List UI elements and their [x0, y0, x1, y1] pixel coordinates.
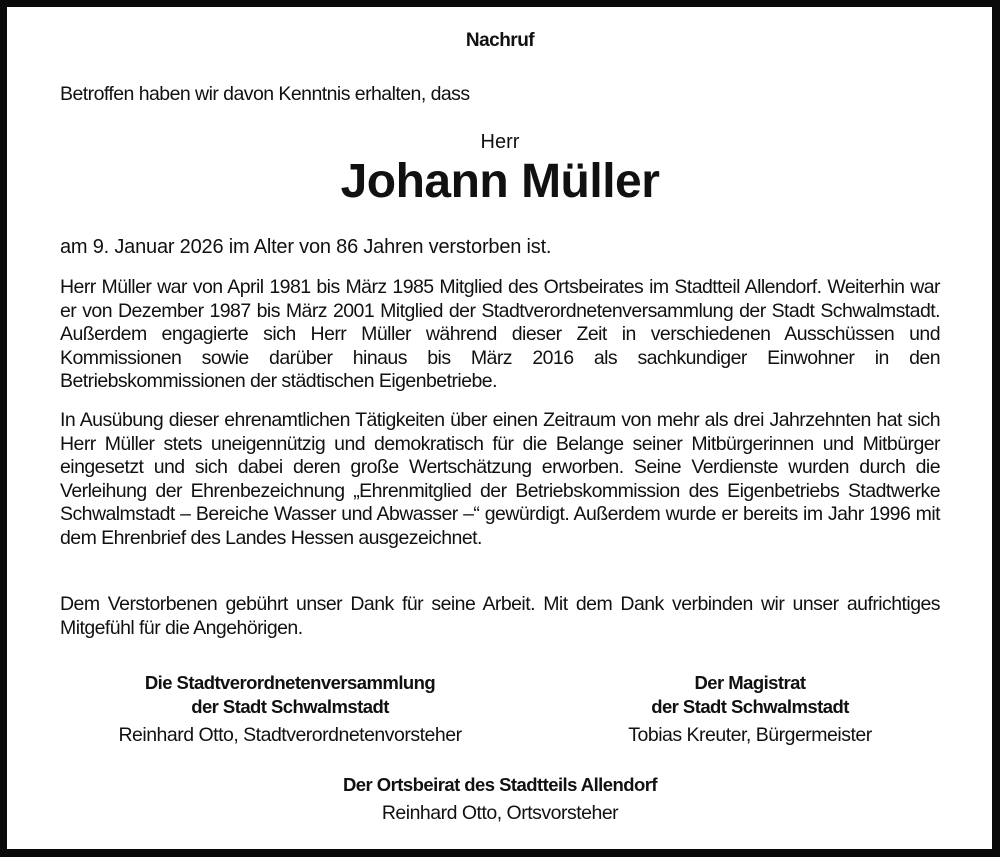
- signature-person: Reinhard Otto, Stadtverordnetenvorsteher: [118, 724, 462, 746]
- obituary-heading: Nachruf: [465, 30, 535, 51]
- signature-magistrate: [530, 671, 970, 747]
- signature-org-line1: Die Stadtverordnetenversammlung: [144, 672, 436, 693]
- signature-org-line1: Der Magistrat: [694, 672, 806, 693]
- signature-org-line2: der Stadt Schwalmstadt: [191, 696, 389, 717]
- salutation: Herr: [480, 131, 520, 153]
- signature-org-line1: Der Ortsbeirat des Stadtteils Allendorf: [342, 774, 658, 795]
- paragraph-career: Herr Müller war von April 1981 bis März 1985 Mitglied des Ortsbeirates im Stadtteil Allendorf. Weiterhin war er von Dezember 1987 bis März 2001 Mitglied der Stadtverordnetenversammlung der Stadt Schwalmstadt. Außerdem engagierte sich Herr Müller während dieser Zeit in verschiedenen Ausschüssen und Kommissionen sowie darüber hinaus bis März 2016 als sachkundiger Einwohner in den Betriebskommissionen der städtischen Eigenbetriebe.: [60, 276, 940, 393]
- signature-person: Reinhard Otto, Ortsvorsteher: [381, 802, 619, 824]
- paragraph-thanks: Dem Verstorbenen gebührt unser Dank für seine Arbeit. Mit dem Dank verbinden wir unser aufrichtiges Mitgefühl für die Angehörigen.: [60, 593, 940, 639]
- signature-person: Tobias Kreuter, Bürgermeister: [628, 724, 872, 746]
- paragraph-honors: In Ausübung dieser ehrenamtlichen Tätigkeiten über einen Zeitraum von mehr als drei Jahrzehnten hat sich Herr Müller stets uneigennützig und demokratisch für die Belange seiner Mitbürgerinnen und Mitbürger eingesetzt und sich dabei deren große Wertschätzung erworben. Seine Verdienste wurden durch die Verleihung der Ehrenbezeichnung „Ehrenmitglied der Betriebskommission des Eigenbetriebs Stadtwerke Schwalmstadt – Bereiche Wasser und Abwasser –“ gewürdigt. Außerdem wurde er bereits im Jahr 1996 mit dem Ehrenbrief des Landes Hessen ausgezeichnet.: [60, 409, 940, 549]
- signature-city-council: [60, 671, 520, 747]
- deceased-name: Johann Müller: [340, 155, 660, 208]
- intro-text: Betroffen haben wir davon Kenntnis erhalten, dass: [60, 83, 470, 105]
- signature-org-line2: der Stadt Schwalmstadt: [651, 696, 849, 717]
- signature-local-council: [60, 773, 940, 825]
- death-notice: am 9. Januar 2026 im Alter von 86 Jahren verstorben ist.: [60, 236, 552, 258]
